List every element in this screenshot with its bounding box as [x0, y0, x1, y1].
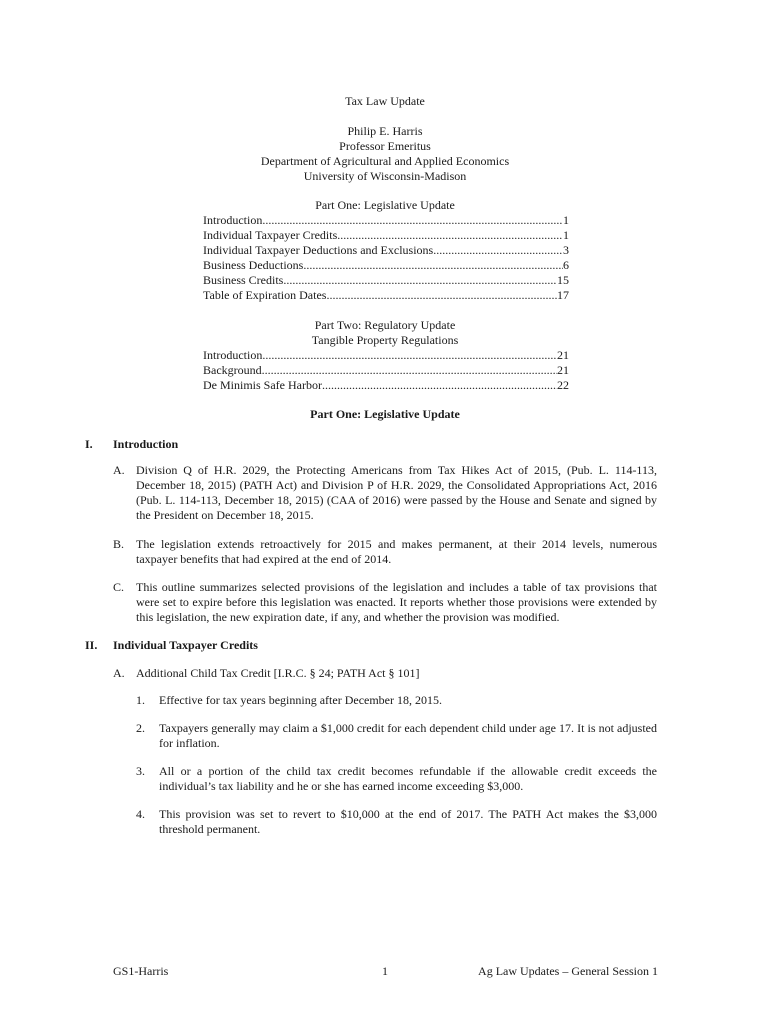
list-marker: C. — [113, 580, 125, 594]
toc-entry-label: Business Deductions — [203, 258, 304, 272]
toc-leader-dots — [326, 288, 557, 303]
list-marker: A. — [113, 666, 125, 680]
author-department: Department of Agricultural and Applied Economics — [260, 154, 510, 168]
author-position: Professor Emeritus — [339, 139, 431, 153]
toc-entry[interactable] — [203, 273, 569, 288]
toc-entry-label: De Minimis Safe Harbor — [203, 378, 322, 392]
toc-part2-heading: Part Two: Regulatory Update — [314, 318, 456, 332]
document-title: Tax Law Update — [345, 94, 425, 108]
part-heading: Part One: Legislative Update — [310, 407, 460, 421]
footer-right: Ag Law Updates – General Session 1 — [478, 964, 658, 978]
paragraph: All or a portion of the child tax credit becomes refundable if the allowable credit exceeds the individual’s tax liability and he or she has earned income exceeding $3,000. — [159, 764, 657, 793]
toc-entry-label: Individual Taxpayer Deductions and Exclusions — [203, 243, 434, 257]
footer-left: GS1-Harris — [113, 964, 169, 978]
section-number: II. — [85, 638, 98, 652]
list-marker: A. — [113, 463, 125, 477]
toc-leader-dots — [283, 273, 557, 288]
toc-leader-dots — [433, 243, 563, 258]
toc-entry[interactable] — [203, 228, 569, 243]
toc-entry[interactable] — [203, 213, 569, 228]
paragraph: The legislation extends retroactively for 2015 and makes permanent, at their 2014 levels, numerous taxpayer benefits that had expired at the end of 2014. — [136, 537, 657, 566]
paragraph: Taxpayers generally may claim a $1,000 credit for each dependent child under age 17. It is not adjusted for inflation. — [159, 721, 657, 750]
paragraph: Effective for tax years beginning after December 18, 2015. — [159, 693, 442, 707]
paragraph: This outline summarizes selected provisions of the legislation and includes a table of tax provisions that were set to expire before this legislation was enacted. It reports whether those provisions were extended by this legislation, the new expiration date, if any, and whether the provision was modified. — [136, 580, 657, 624]
author-name: Philip E. Harris — [347, 124, 423, 138]
toc-entry-page: 22 — [557, 378, 569, 392]
list-marker: 2. — [136, 721, 145, 735]
footer-page-number: 1 — [382, 964, 388, 978]
toc-leader-dots — [303, 258, 563, 273]
toc-entry-label: Background — [203, 363, 262, 377]
toc-entry-page: 3 — [563, 243, 569, 257]
paragraph: This provision was set to revert to $10,000 at the end of 2017. The PATH Act makes the $3,000 threshold permanent. — [159, 807, 657, 836]
toc-entry-label: Table of Expiration Dates — [203, 288, 327, 302]
toc-entry-label: Individual Taxpayer Credits — [203, 228, 338, 242]
toc-entry-page: 21 — [557, 363, 569, 377]
section-number: I. — [85, 437, 93, 451]
list-marker: 1. — [136, 693, 145, 707]
list-marker: 4. — [136, 807, 145, 821]
toc-entry-label: Introduction — [203, 213, 263, 227]
paragraph: Division Q of H.R. 2029, the Protecting Americans from Tax Hikes Act of 2015, (Pub. L. 114-113, December 18, 2015) (PATH Act) and Division P of H.R. 2029, the Consolidated Appropriations Act, 2016 (Pub. L. 114-113, December 18, 2015) (CAA of 2016) were passed by the House and Senate and signed by the President on December 18, 2015. — [136, 463, 657, 522]
toc-entry[interactable] — [203, 378, 569, 393]
toc-entry-page: 15 — [557, 273, 569, 287]
toc-part2-subheading: Tangible Property Regulations — [311, 333, 459, 347]
toc-entry[interactable] — [203, 363, 569, 378]
toc-entry-page: 21 — [557, 348, 569, 362]
toc-entry-label: Business Credits — [203, 273, 284, 287]
toc-leader-dots — [337, 228, 563, 243]
toc-part1-heading: Part One: Legislative Update — [315, 198, 455, 212]
author-university: University of Wisconsin-Madison — [303, 169, 467, 183]
toc-entry-label: Introduction — [203, 348, 263, 362]
list-marker: B. — [113, 537, 125, 551]
list-marker: 3. — [136, 764, 145, 778]
toc-leader-dots — [262, 213, 563, 228]
toc-leader-dots — [262, 348, 557, 363]
toc-entry-page: 1 — [563, 213, 569, 227]
toc-entry-page: 17 — [557, 288, 569, 302]
section-title: Introduction — [113, 437, 179, 451]
toc-entry[interactable] — [203, 243, 569, 258]
toc-entry[interactable] — [203, 288, 569, 303]
section-title: Individual Taxpayer Credits — [113, 638, 258, 652]
subsection-heading: Additional Child Tax Credit [I.R.C. § 24; PATH Act § 101] — [136, 666, 420, 680]
toc-entry[interactable] — [203, 348, 569, 363]
toc-entry[interactable] — [203, 258, 569, 273]
toc-leader-dots — [262, 363, 557, 378]
toc-leader-dots — [322, 378, 557, 393]
toc-entry-page: 1 — [563, 228, 569, 242]
toc-entry-page: 6 — [563, 258, 569, 272]
